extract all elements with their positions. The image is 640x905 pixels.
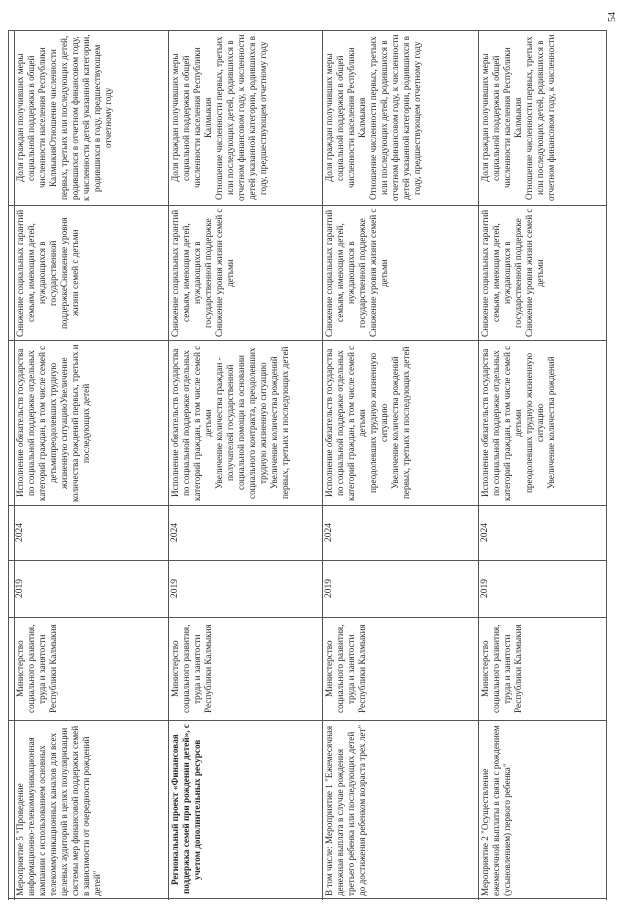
measure-name-cell: Региональный проект «Финансовая поддержка семей при рождении детей», с учетом дополнительных ресурсов: [170, 724, 202, 895]
indicator-cell: Доля граждан получивших меры социальной поддержки в общей численности населения Республики Калмыкия Отношение численности первых, третьих или последующих детей, родившихся в отчетном финансовом году, к численности детей указанной категории, родившихся в году, предшествующем отчетному году: [324, 34, 422, 202]
row-separator: [478, 30, 479, 900]
row-separator: [322, 30, 323, 900]
table-border: [8, 30, 9, 900]
measure-name-cell: В том числе: Мероприятие 1 "Ежемесячная денежная выплата в случае рождения третьего ребенка или последующих детей до достижения ребенком возраста трех лет": [324, 724, 367, 896]
result-cell: Исполнение обязательств государства по социальной поддержке отдельных категорий граждан, в том числе семей с детьми Увеличение количества граждан - получателей государственной социальной помощи на основании социального контракта, преодолевших трудную жизненную ситуацию Увеличение количества рождений первых, третьих и последующих детей: [170, 345, 290, 501]
start-year: 2019: [170, 579, 180, 599]
consequences-cell: Снижение социальных гарантий семьям, имеющим детей, нуждающихся в государственной поддержкеСнижение уровня жизни семей с детьми: [15, 209, 80, 337]
result-cell: Исполнение обязательств государства по социальной поддержке отдельных категорий граждан, в том числе семей с детьми преодолевших трудную жизненную ситуацию Увеличение количества рождений первых, третьих и последующих детей: [324, 345, 411, 501]
indicator-cell: Доля граждан получивших меры социальной поддержки в общей численности населения Республики КалмыкияОтношение численности первых, третьих или последующих детей, родившихся в отчетном финансовом году, к численности детей указанной категории, родившихся в году, предшествующем отчетному году: [15, 34, 113, 202]
page-number: 54: [607, 12, 618, 22]
column-separator: [8, 205, 606, 206]
end-year: 2024: [15, 523, 25, 543]
executor-cell: Министерство социального развития, труда и занятости Республики Калмыкия: [170, 624, 213, 714]
consequences-cell: Снижение социальных гарантий семьям, имеющим детей, нуждающихся в государственной поддержке Снижение уровня жизни семей с детьми: [480, 208, 545, 338]
consequences-cell: Снижение социальных гарантий семьям, имеющим детей, нуждающихся в государственной поддержке Снижение уровня жизни семей с детьми: [324, 208, 389, 338]
end-year: 2024: [480, 523, 490, 543]
start-year: 2019: [324, 579, 334, 599]
executor-cell: Министерство социального развития, труда и занятости Республики Калмыкия: [15, 624, 58, 714]
table-border: [606, 30, 607, 900]
end-year: 2024: [170, 523, 180, 543]
indicator-cell: Доля граждан получивших меры социальной поддержки в общей численности населения Республики Калмыкия Отношение численности первых, третьих или последующих детей, родившихся в отчетном финансовом году, к численности: [480, 34, 556, 202]
result-cell: Исполнение обязательств государства по социальной поддержке отдельных категорий граждан, в том числе семей с детьмипреодолевших трудную жизненную ситуациюУвеличение количества рождений первых, третьих и последующих детей: [15, 344, 91, 502]
end-year: 2024: [324, 523, 334, 543]
start-year: 2019: [480, 579, 490, 599]
start-year: 2019: [15, 579, 25, 599]
table-border: [8, 898, 606, 899]
consequences-cell: Снижение социальных гарантий семьям, имеющим детей, нуждающихся в государственной поддержке Снижение уровня жизни семей с детьми: [170, 208, 235, 338]
measure-name-cell: Мероприятие 2 "Осуществление ежемесячной выплаты в связи с рождением (усыновлением) первого ребенка": [480, 725, 512, 896]
measure-name-cell: Мероприятие 5 "Проведение информационно-телекоммуникационная кампании с использованием основных телекоммуникационных каналов для всех целевых аудиторий в целях популяризации системы мер финансовой поддержки семей в зависимости от очередности рождений детей": [15, 725, 102, 896]
column-separator: [8, 340, 606, 341]
column-separator: [8, 505, 606, 506]
result-cell: Исполнение обязательств государства по социальной поддержке отдельных категорий граждан, в том числе семей с детьми преодолевших трудную жизненную ситуацию Увеличение количества рождений: [480, 345, 556, 501]
executor-cell: Министерство социального развития, труда и занятости Республики Калмыкия: [480, 624, 523, 714]
indicator-cell: Доля граждан получивших меры социальной поддержки в общей численности населения Республики Калмыкия Отношение численности первых, третьих или последующих детей, родившихся в отчетном финансовом году, к численности детей указанной категории, родившихся в году, предшествующем отчетному году: [170, 34, 268, 202]
column-separator: [8, 617, 606, 618]
column-separator: [8, 720, 606, 721]
column-separator: [8, 560, 606, 561]
executor-cell: Министерство социального развития, труда и занятости Республики Калмыкия: [324, 624, 367, 714]
table-border: [8, 30, 606, 31]
row-separator: [168, 30, 169, 900]
